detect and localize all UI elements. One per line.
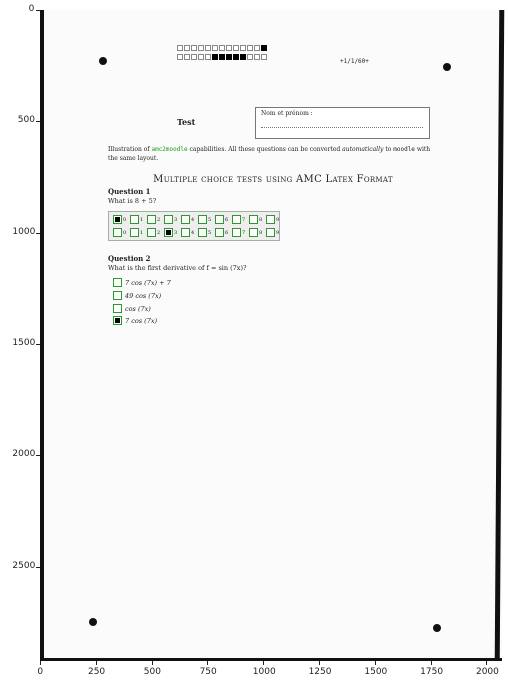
checkbox[interactable]: [266, 228, 275, 237]
id-cell[interactable]: [184, 45, 190, 51]
digit-option[interactable]: [215, 215, 230, 224]
x-tick: [96, 661, 97, 665]
checkbox[interactable]: [249, 215, 258, 224]
x-tick-label: 0: [37, 667, 44, 677]
checkbox[interactable]: [113, 215, 122, 224]
choice-label: 7 cos (7x) + 7: [125, 278, 171, 287]
checkbox[interactable]: [164, 215, 173, 224]
y-tick: [36, 10, 40, 11]
digit-label: 8: [259, 229, 263, 236]
digit-option[interactable]: [181, 228, 196, 237]
checkbox[interactable]: [181, 228, 190, 237]
intro-code-amc2moodle: amc2moodle: [151, 146, 188, 153]
checkbox[interactable]: [164, 228, 173, 237]
digit-option[interactable]: [113, 228, 128, 237]
y-tick: [36, 121, 40, 122]
digit-label: 3: [174, 229, 178, 236]
y-tick: [36, 455, 40, 456]
checkbox[interactable]: [113, 291, 122, 300]
document-title: Test: [177, 117, 196, 127]
scan-edge-bottom: [40, 658, 502, 661]
name-label: Nom et prénom :: [261, 110, 313, 117]
checkbox[interactable]: [113, 278, 122, 287]
question-1-title: Question 1: [108, 187, 151, 196]
id-cell[interactable]: [177, 45, 183, 51]
digit-option[interactable]: [198, 215, 213, 224]
digit-label: 8: [259, 216, 263, 223]
x-tick-label: 1250: [308, 667, 332, 677]
y-tick-label: 1500: [12, 337, 36, 348]
intro-text-4: with the same layout.: [108, 146, 431, 162]
checkbox[interactable]: [198, 228, 207, 237]
y-tick-label: 2500: [12, 560, 36, 571]
digit-label: 0: [123, 216, 127, 223]
checkbox-fill: [115, 217, 120, 222]
digit-label: 3: [174, 216, 178, 223]
id-cell[interactable]: [226, 45, 232, 51]
question-1-answer-grid: [108, 211, 280, 241]
id-cell[interactable]: [247, 54, 253, 60]
checkbox[interactable]: [113, 304, 122, 313]
x-tick: [207, 661, 208, 665]
digit-label: 2: [157, 229, 161, 236]
id-cell[interactable]: [219, 54, 225, 60]
y-tick: [36, 344, 40, 345]
digit-option[interactable]: [130, 215, 145, 224]
choice-label: 7 cos (7x): [125, 316, 158, 325]
digit-option[interactable]: [164, 215, 179, 224]
digit-label: 5: [208, 216, 212, 223]
id-cell[interactable]: [247, 45, 253, 51]
digit-label: 4: [191, 216, 195, 223]
x-tick: [263, 661, 264, 665]
checkbox-fill: [115, 318, 120, 323]
x-tick-label: 2000: [475, 667, 499, 677]
digit-label: 2: [157, 216, 161, 223]
digit-label: 1: [140, 229, 144, 236]
question-2-text: What is the first derivative of f = sin (7x)?: [108, 264, 247, 272]
id-cell[interactable]: [205, 54, 211, 60]
x-tick-label: 750: [199, 667, 217, 677]
id-cell[interactable]: [191, 45, 197, 51]
answer-choice[interactable]: [113, 291, 161, 300]
section-heading: Multiple choice tests using AMC Latex Format: [153, 174, 393, 185]
id-cell[interactable]: [191, 54, 197, 60]
checkbox[interactable]: [181, 215, 190, 224]
id-cell[interactable]: [212, 45, 218, 51]
intro-text-1: Illustration of: [108, 146, 152, 153]
id-cell[interactable]: [240, 45, 246, 51]
digit-option[interactable]: [147, 228, 162, 237]
id-cell[interactable]: [212, 54, 218, 60]
digit-row-units: [113, 228, 283, 237]
digit-label: 0: [123, 229, 127, 236]
answer-choice[interactable]: [113, 304, 151, 313]
digit-label: 1: [140, 216, 144, 223]
id-cell[interactable]: [184, 54, 190, 60]
answer-choice[interactable]: [113, 316, 157, 325]
digit-label: 7: [242, 229, 246, 236]
digit-option[interactable]: [266, 215, 281, 224]
id-cell[interactable]: [254, 45, 260, 51]
id-cell[interactable]: [233, 54, 239, 60]
y-tick-label: 0: [28, 4, 35, 14]
checkbox[interactable]: [215, 228, 224, 237]
digit-option[interactable]: [215, 228, 230, 237]
digit-label: 9: [276, 229, 280, 236]
intro-code-moodle: moodle: [393, 146, 415, 153]
digit-option[interactable]: [147, 215, 162, 224]
id-cell[interactable]: [240, 54, 246, 60]
x-tick: [375, 661, 376, 665]
y-tick-label: 500: [17, 115, 35, 126]
digit-option[interactable]: [198, 228, 213, 237]
x-tick: [152, 661, 153, 665]
checkbox[interactable]: [147, 215, 156, 224]
checkbox-fill: [166, 230, 171, 235]
digit-option[interactable]: [130, 228, 145, 237]
intro-paragraph: [108, 145, 438, 163]
name-dotted-line: [261, 127, 423, 128]
name-box[interactable]: [255, 107, 430, 139]
checkbox[interactable]: [130, 215, 139, 224]
answer-choice[interactable]: [113, 278, 171, 287]
checkbox[interactable]: [232, 215, 241, 224]
digit-label: 6: [225, 216, 229, 223]
digit-option[interactable]: [232, 228, 247, 237]
choice-label: 49 cos (7x): [125, 291, 162, 300]
digit-label: 4: [191, 229, 195, 236]
x-tick-label: 500: [143, 667, 161, 677]
checkbox[interactable]: [215, 215, 224, 224]
checkbox[interactable]: [113, 228, 122, 237]
digit-option[interactable]: [164, 228, 179, 237]
x-tick-label: 250: [87, 667, 106, 677]
id-cell[interactable]: [226, 54, 232, 60]
intro-text-3: to: [383, 146, 394, 153]
digit-label: 6: [225, 229, 229, 236]
y-tick-label: 2000: [12, 449, 36, 460]
digit-option[interactable]: [266, 228, 281, 237]
digit-option[interactable]: [249, 228, 264, 237]
checkbox[interactable]: [113, 316, 122, 325]
id-cell[interactable]: [254, 54, 260, 60]
choice-label: cos (7x): [125, 304, 151, 313]
y-tick: [36, 233, 40, 234]
digit-option[interactable]: [249, 215, 264, 224]
id-cell[interactable]: [261, 54, 267, 60]
digit-option[interactable]: [232, 215, 247, 224]
student-id-row-1: [177, 45, 268, 51]
digit-label: 9: [276, 216, 280, 223]
scan-edge-left: [40, 10, 44, 660]
id-cell[interactable]: [177, 54, 183, 60]
corner-marker-top-right: [443, 63, 451, 71]
digit-label: 5: [208, 229, 212, 236]
id-cell[interactable]: [198, 45, 204, 51]
intro-italic: automatically: [342, 146, 384, 153]
corner-marker-top-left: [99, 57, 107, 65]
page-id: +1/1/60+: [340, 58, 369, 65]
id-cell[interactable]: [205, 45, 211, 51]
student-id-row-2: [177, 54, 268, 60]
y-tick: [36, 567, 40, 568]
digit-row-tens: [113, 215, 283, 224]
question-1-text: What is 8 + 5?: [108, 197, 157, 205]
digit-option[interactable]: [113, 215, 128, 224]
checkbox[interactable]: [232, 228, 241, 237]
id-cell[interactable]: [198, 54, 204, 60]
corner-marker-bottom-left: [89, 618, 97, 626]
checkbox[interactable]: [130, 228, 139, 237]
checkbox[interactable]: [249, 228, 258, 237]
x-tick: [40, 661, 41, 665]
x-tick: [431, 661, 432, 665]
x-tick: [486, 661, 487, 665]
x-tick-label: 1750: [420, 667, 444, 677]
id-cell[interactable]: [219, 45, 225, 51]
corner-marker-bottom-right: [433, 624, 441, 632]
checkbox[interactable]: [266, 215, 275, 224]
y-tick-label: 1000: [12, 226, 36, 237]
digit-label: 7: [242, 216, 246, 223]
checkbox[interactable]: [147, 228, 156, 237]
x-tick-label: 1000: [252, 667, 276, 677]
checkbox[interactable]: [198, 215, 207, 224]
intro-text-2: capabilities. All these questions can be converted: [187, 146, 343, 153]
question-2-title: Question 2: [108, 254, 151, 263]
id-cell[interactable]: [261, 45, 267, 51]
x-tick-label: 1500: [364, 667, 388, 677]
id-cell[interactable]: [233, 45, 239, 51]
digit-option[interactable]: [181, 215, 196, 224]
x-tick: [319, 661, 320, 665]
